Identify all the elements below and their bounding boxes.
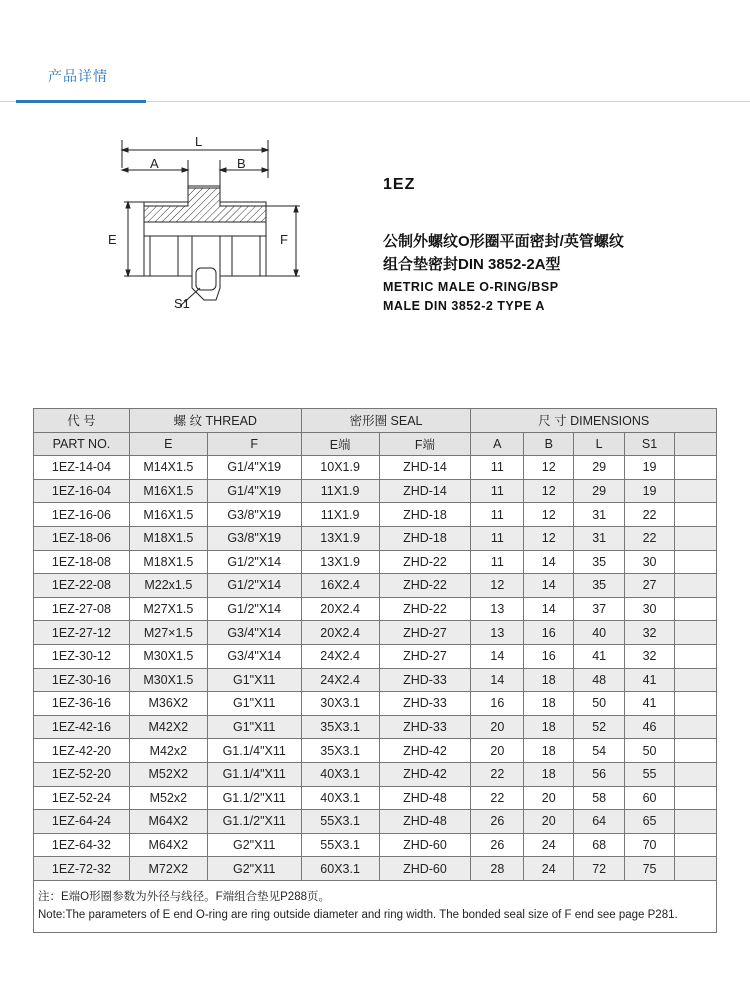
table-cell: M14X1.5 (129, 456, 207, 480)
table-cell: G1.1/4"X11 (207, 739, 301, 763)
table-cell: ZHD-18 (379, 526, 471, 550)
table-row (34, 810, 717, 834)
table-cell-spacer (675, 597, 717, 621)
table-row (34, 456, 717, 480)
table-cell: 65 (625, 810, 675, 834)
table-cell: ZHD-60 (379, 857, 471, 881)
table-cell: 22 (625, 526, 675, 550)
table-row (34, 479, 717, 503)
table-cell: 18 (524, 739, 574, 763)
table-row (34, 574, 717, 598)
table-cell: 40X3.1 (301, 762, 379, 786)
table-cell: 1EZ-42-20 (34, 739, 130, 763)
table-cell: 52 (574, 715, 625, 739)
table-row (34, 668, 717, 692)
table-cell: 26 (471, 833, 524, 857)
table-cell: 1EZ-27-08 (34, 597, 130, 621)
drawing-label-a: A (150, 156, 159, 171)
table-cell: 60X3.1 (301, 857, 379, 881)
table-cell: 26 (471, 810, 524, 834)
table-row (34, 597, 717, 621)
table-cell: 18 (524, 668, 574, 692)
table-cell: 40X3.1 (301, 786, 379, 810)
table-row (34, 739, 717, 763)
table-cell: M22x1.5 (129, 574, 207, 598)
table-cell: 1EZ-18-06 (34, 526, 130, 550)
table-cell: 1EZ-22-08 (34, 574, 130, 598)
table-cell: 11X1.9 (301, 503, 379, 527)
spec-table (33, 408, 717, 933)
desc-en-line-2: MALE DIN 3852-2 TYPE A (383, 299, 545, 313)
table-cell: 13X1.9 (301, 550, 379, 574)
header-row-2 (34, 432, 717, 456)
table-cell: 18 (524, 692, 574, 716)
table-cell: G1/4"X19 (207, 479, 301, 503)
table-row (34, 762, 717, 786)
desc-cn-line-1: 公制外螺纹O形圈平面密封/英管螺纹 (383, 233, 624, 250)
table-cell: G1.1/2"X11 (207, 810, 301, 834)
table-cell: ZHD-48 (379, 810, 471, 834)
column-header: E (129, 432, 207, 456)
table-row (34, 644, 717, 668)
table-cell: 55 (625, 762, 675, 786)
table-cell: 14 (524, 550, 574, 574)
table-cell: 41 (574, 644, 625, 668)
table-cell: 1EZ-52-20 (34, 762, 130, 786)
table-row (34, 786, 717, 810)
table-cell: 16 (471, 692, 524, 716)
table-cell: M64X2 (129, 833, 207, 857)
section-title: 产品详情 (48, 69, 108, 85)
table-cell: 1EZ-36-16 (34, 692, 130, 716)
table-cell-spacer (675, 857, 717, 881)
table-cell: 20 (524, 786, 574, 810)
table-cell: 35X3.1 (301, 715, 379, 739)
table-cell: M30X1.5 (129, 668, 207, 692)
table-cell: G2"X11 (207, 833, 301, 857)
table-cell: M27×1.5 (129, 621, 207, 645)
table-cell: G1.1/2"X11 (207, 786, 301, 810)
table-cell: 60 (625, 786, 675, 810)
table-cell: 16X2.4 (301, 574, 379, 598)
note-cn: 注：E端O形圈参数为外径与线径。F端组合垫见P288页。 (38, 891, 330, 904)
drawing-label-f: F (280, 232, 288, 247)
table-cell: ZHD-33 (379, 668, 471, 692)
table-cell: 48 (574, 668, 625, 692)
table-cell-spacer (675, 692, 717, 716)
table-cell-spacer (675, 715, 717, 739)
table-cell: 1EZ-72-32 (34, 857, 130, 881)
table-cell: ZHD-33 (379, 692, 471, 716)
table-cell: G1/4"X19 (207, 456, 301, 480)
table-cell: M18X1.5 (129, 550, 207, 574)
table-cell: 75 (625, 857, 675, 881)
table-row (34, 550, 717, 574)
desc-en-line-1: METRIC MALE O-RING/BSP (383, 280, 559, 294)
table-cell: 35X3.1 (301, 739, 379, 763)
table-cell: 40 (574, 621, 625, 645)
table-cell: G3/8"X19 (207, 526, 301, 550)
table-cell: 14 (524, 597, 574, 621)
table-cell: ZHD-14 (379, 479, 471, 503)
table-cell: 20 (471, 715, 524, 739)
column-header: L (574, 432, 625, 456)
table-row (34, 621, 717, 645)
table-cell: G3/8"X19 (207, 503, 301, 527)
table-cell-spacer (675, 479, 717, 503)
table-row (34, 526, 717, 550)
table-cell: 35 (574, 550, 625, 574)
table-cell: ZHD-27 (379, 621, 471, 645)
table-cell: 41 (625, 668, 675, 692)
table-cell: 1EZ-52-24 (34, 786, 130, 810)
table-cell-spacer (675, 503, 717, 527)
table-cell: 54 (574, 739, 625, 763)
table-cell: 35 (574, 574, 625, 598)
column-header: E端 (301, 432, 379, 456)
table-cell: 37 (574, 597, 625, 621)
table-cell: ZHD-22 (379, 550, 471, 574)
header-seal: 密形圈 SEAL (301, 409, 471, 433)
table-cell: 13X1.9 (301, 526, 379, 550)
table-cell: 55X3.1 (301, 810, 379, 834)
table-cell: ZHD-22 (379, 597, 471, 621)
table-cell: 32 (625, 621, 675, 645)
table-cell: 1EZ-64-32 (34, 833, 130, 857)
table-cell: M42X2 (129, 715, 207, 739)
table-cell: G1"X11 (207, 668, 301, 692)
table-cell: 30 (625, 550, 675, 574)
table-cell: 24X2.4 (301, 644, 379, 668)
table-cell: G2"X11 (207, 857, 301, 881)
table-cell: 1EZ-64-24 (34, 810, 130, 834)
table-cell: ZHD-60 (379, 833, 471, 857)
column-header: F端 (379, 432, 471, 456)
table-cell: 29 (574, 479, 625, 503)
table-cell: G3/4"X14 (207, 621, 301, 645)
table-cell: M27X1.5 (129, 597, 207, 621)
table-cell: 24 (524, 857, 574, 881)
table-cell: 27 (625, 574, 675, 598)
table-cell: 24 (524, 833, 574, 857)
table-cell: 12 (524, 479, 574, 503)
table-cell: 16 (524, 644, 574, 668)
table-cell: ZHD-48 (379, 786, 471, 810)
table-cell: 50 (625, 739, 675, 763)
table-cell: M16X1.5 (129, 479, 207, 503)
table-cell: 13 (471, 597, 524, 621)
table-cell: G1.1/4"X11 (207, 762, 301, 786)
table-cell: 1EZ-30-16 (34, 668, 130, 692)
drawing-label-e: E (108, 232, 117, 247)
header-code: 代 号 (34, 409, 130, 433)
table-cell: 29 (574, 456, 625, 480)
table-cell: 46 (625, 715, 675, 739)
table-cell-spacer (675, 833, 717, 857)
table-cell: 19 (625, 456, 675, 480)
table-cell: 1EZ-30-12 (34, 644, 130, 668)
table-cell: 22 (471, 762, 524, 786)
table-cell: 12 (524, 456, 574, 480)
table-cell: 28 (471, 857, 524, 881)
product-model: 1EZ (383, 176, 416, 193)
spec-table-body (34, 456, 717, 881)
table-cell: 10X1.9 (301, 456, 379, 480)
table-cell: 1EZ-14-04 (34, 456, 130, 480)
table-cell: M36X2 (129, 692, 207, 716)
table-note (34, 880, 717, 932)
table-cell: 64 (574, 810, 625, 834)
table-cell: 50 (574, 692, 625, 716)
table-row (34, 833, 717, 857)
table-cell: G1/2"X14 (207, 574, 301, 598)
table-cell: 1EZ-16-06 (34, 503, 130, 527)
header-thread: 螺 纹 THREAD (129, 409, 301, 433)
table-cell-spacer (675, 574, 717, 598)
table-cell: 22 (471, 786, 524, 810)
table-cell: G1"X11 (207, 692, 301, 716)
table-cell: 30 (625, 597, 675, 621)
table-cell: ZHD-42 (379, 739, 471, 763)
table-cell-spacer (675, 644, 717, 668)
table-cell: 18 (524, 762, 574, 786)
table-cell: 12 (524, 503, 574, 527)
table-cell: 20 (471, 739, 524, 763)
table-cell: 32 (625, 644, 675, 668)
table-cell: 58 (574, 786, 625, 810)
header-dimensions: 尺 寸 DIMENSIONS (471, 409, 717, 433)
table-cell: 13 (471, 621, 524, 645)
table-row (34, 503, 717, 527)
table-cell: 11 (471, 526, 524, 550)
table-cell: 19 (625, 479, 675, 503)
table-cell-spacer (675, 526, 717, 550)
table-cell: M42x2 (129, 739, 207, 763)
desc-cn-line-2: 组合垫密封DIN 3852-2A型 (383, 256, 561, 273)
table-cell: G1"X11 (207, 715, 301, 739)
table-cell-spacer (675, 621, 717, 645)
column-header: F (207, 432, 301, 456)
product-description-en (383, 278, 559, 316)
table-cell: 24X2.4 (301, 668, 379, 692)
table-cell: 11 (471, 479, 524, 503)
table-cell: ZHD-18 (379, 503, 471, 527)
table-cell: 11 (471, 550, 524, 574)
table-cell: 72 (574, 857, 625, 881)
column-header: A (471, 432, 524, 456)
drawing-label-l: L (195, 134, 203, 149)
table-cell: 20X2.4 (301, 597, 379, 621)
product-description-cn (383, 230, 624, 276)
table-cell: 20 (524, 810, 574, 834)
fitting-drawing (100, 128, 310, 318)
table-cell: 1EZ-42-16 (34, 715, 130, 739)
table-cell-spacer (675, 550, 717, 574)
table-cell: 31 (574, 503, 625, 527)
header-accent-line (16, 100, 146, 103)
table-cell: 14 (471, 668, 524, 692)
column-header: S1 (625, 432, 675, 456)
table-cell: 30X3.1 (301, 692, 379, 716)
table-cell-spacer (675, 668, 717, 692)
table-cell: M18X1.5 (129, 526, 207, 550)
note-en: Note:The parameters of E end O-ring are ring outside diameter and ring width. The bonded seal size of F end see page P281. (38, 909, 678, 922)
table-cell: 20X2.4 (301, 621, 379, 645)
column-header-spacer (675, 432, 717, 456)
table-cell: M64X2 (129, 810, 207, 834)
table-cell: ZHD-33 (379, 715, 471, 739)
table-row (34, 692, 717, 716)
table-cell: ZHD-27 (379, 644, 471, 668)
table-cell: ZHD-14 (379, 456, 471, 480)
table-cell: M16X1.5 (129, 503, 207, 527)
table-cell: M30X1.5 (129, 644, 207, 668)
table-cell: M52x2 (129, 786, 207, 810)
table-cell: 16 (524, 621, 574, 645)
table-cell: 12 (471, 574, 524, 598)
table-cell: 18 (524, 715, 574, 739)
table-cell: 14 (471, 644, 524, 668)
table-cell: 56 (574, 762, 625, 786)
table-row (34, 857, 717, 881)
table-cell: 12 (524, 526, 574, 550)
table-cell: 70 (625, 833, 675, 857)
table-cell: 11 (471, 456, 524, 480)
table-cell: M72X2 (129, 857, 207, 881)
table-cell: 1EZ-18-08 (34, 550, 130, 574)
drawing-label-b: B (237, 156, 246, 171)
table-cell: ZHD-42 (379, 762, 471, 786)
table-cell-spacer (675, 762, 717, 786)
table-cell: 41 (625, 692, 675, 716)
table-cell: ZHD-22 (379, 574, 471, 598)
column-header: B (524, 432, 574, 456)
table-cell: G3/4"X14 (207, 644, 301, 668)
table-cell: 55X3.1 (301, 833, 379, 857)
table-cell-spacer (675, 786, 717, 810)
table-cell-spacer (675, 739, 717, 763)
table-cell: 31 (574, 526, 625, 550)
table-cell: 1EZ-16-04 (34, 479, 130, 503)
table-cell: 22 (625, 503, 675, 527)
table-cell-spacer (675, 810, 717, 834)
table-cell: 68 (574, 833, 625, 857)
table-cell: G1/2"X14 (207, 597, 301, 621)
table-cell: 14 (524, 574, 574, 598)
table-cell-spacer (675, 456, 717, 480)
drawing-label-s1: S1 (174, 296, 190, 311)
table-cell: M52X2 (129, 762, 207, 786)
table-cell: 1EZ-27-12 (34, 621, 130, 645)
column-header: PART NO. (34, 432, 130, 456)
table-row (34, 715, 717, 739)
table-cell: 11X1.9 (301, 479, 379, 503)
table-cell: G1/2"X14 (207, 550, 301, 574)
table-cell: 11 (471, 503, 524, 527)
